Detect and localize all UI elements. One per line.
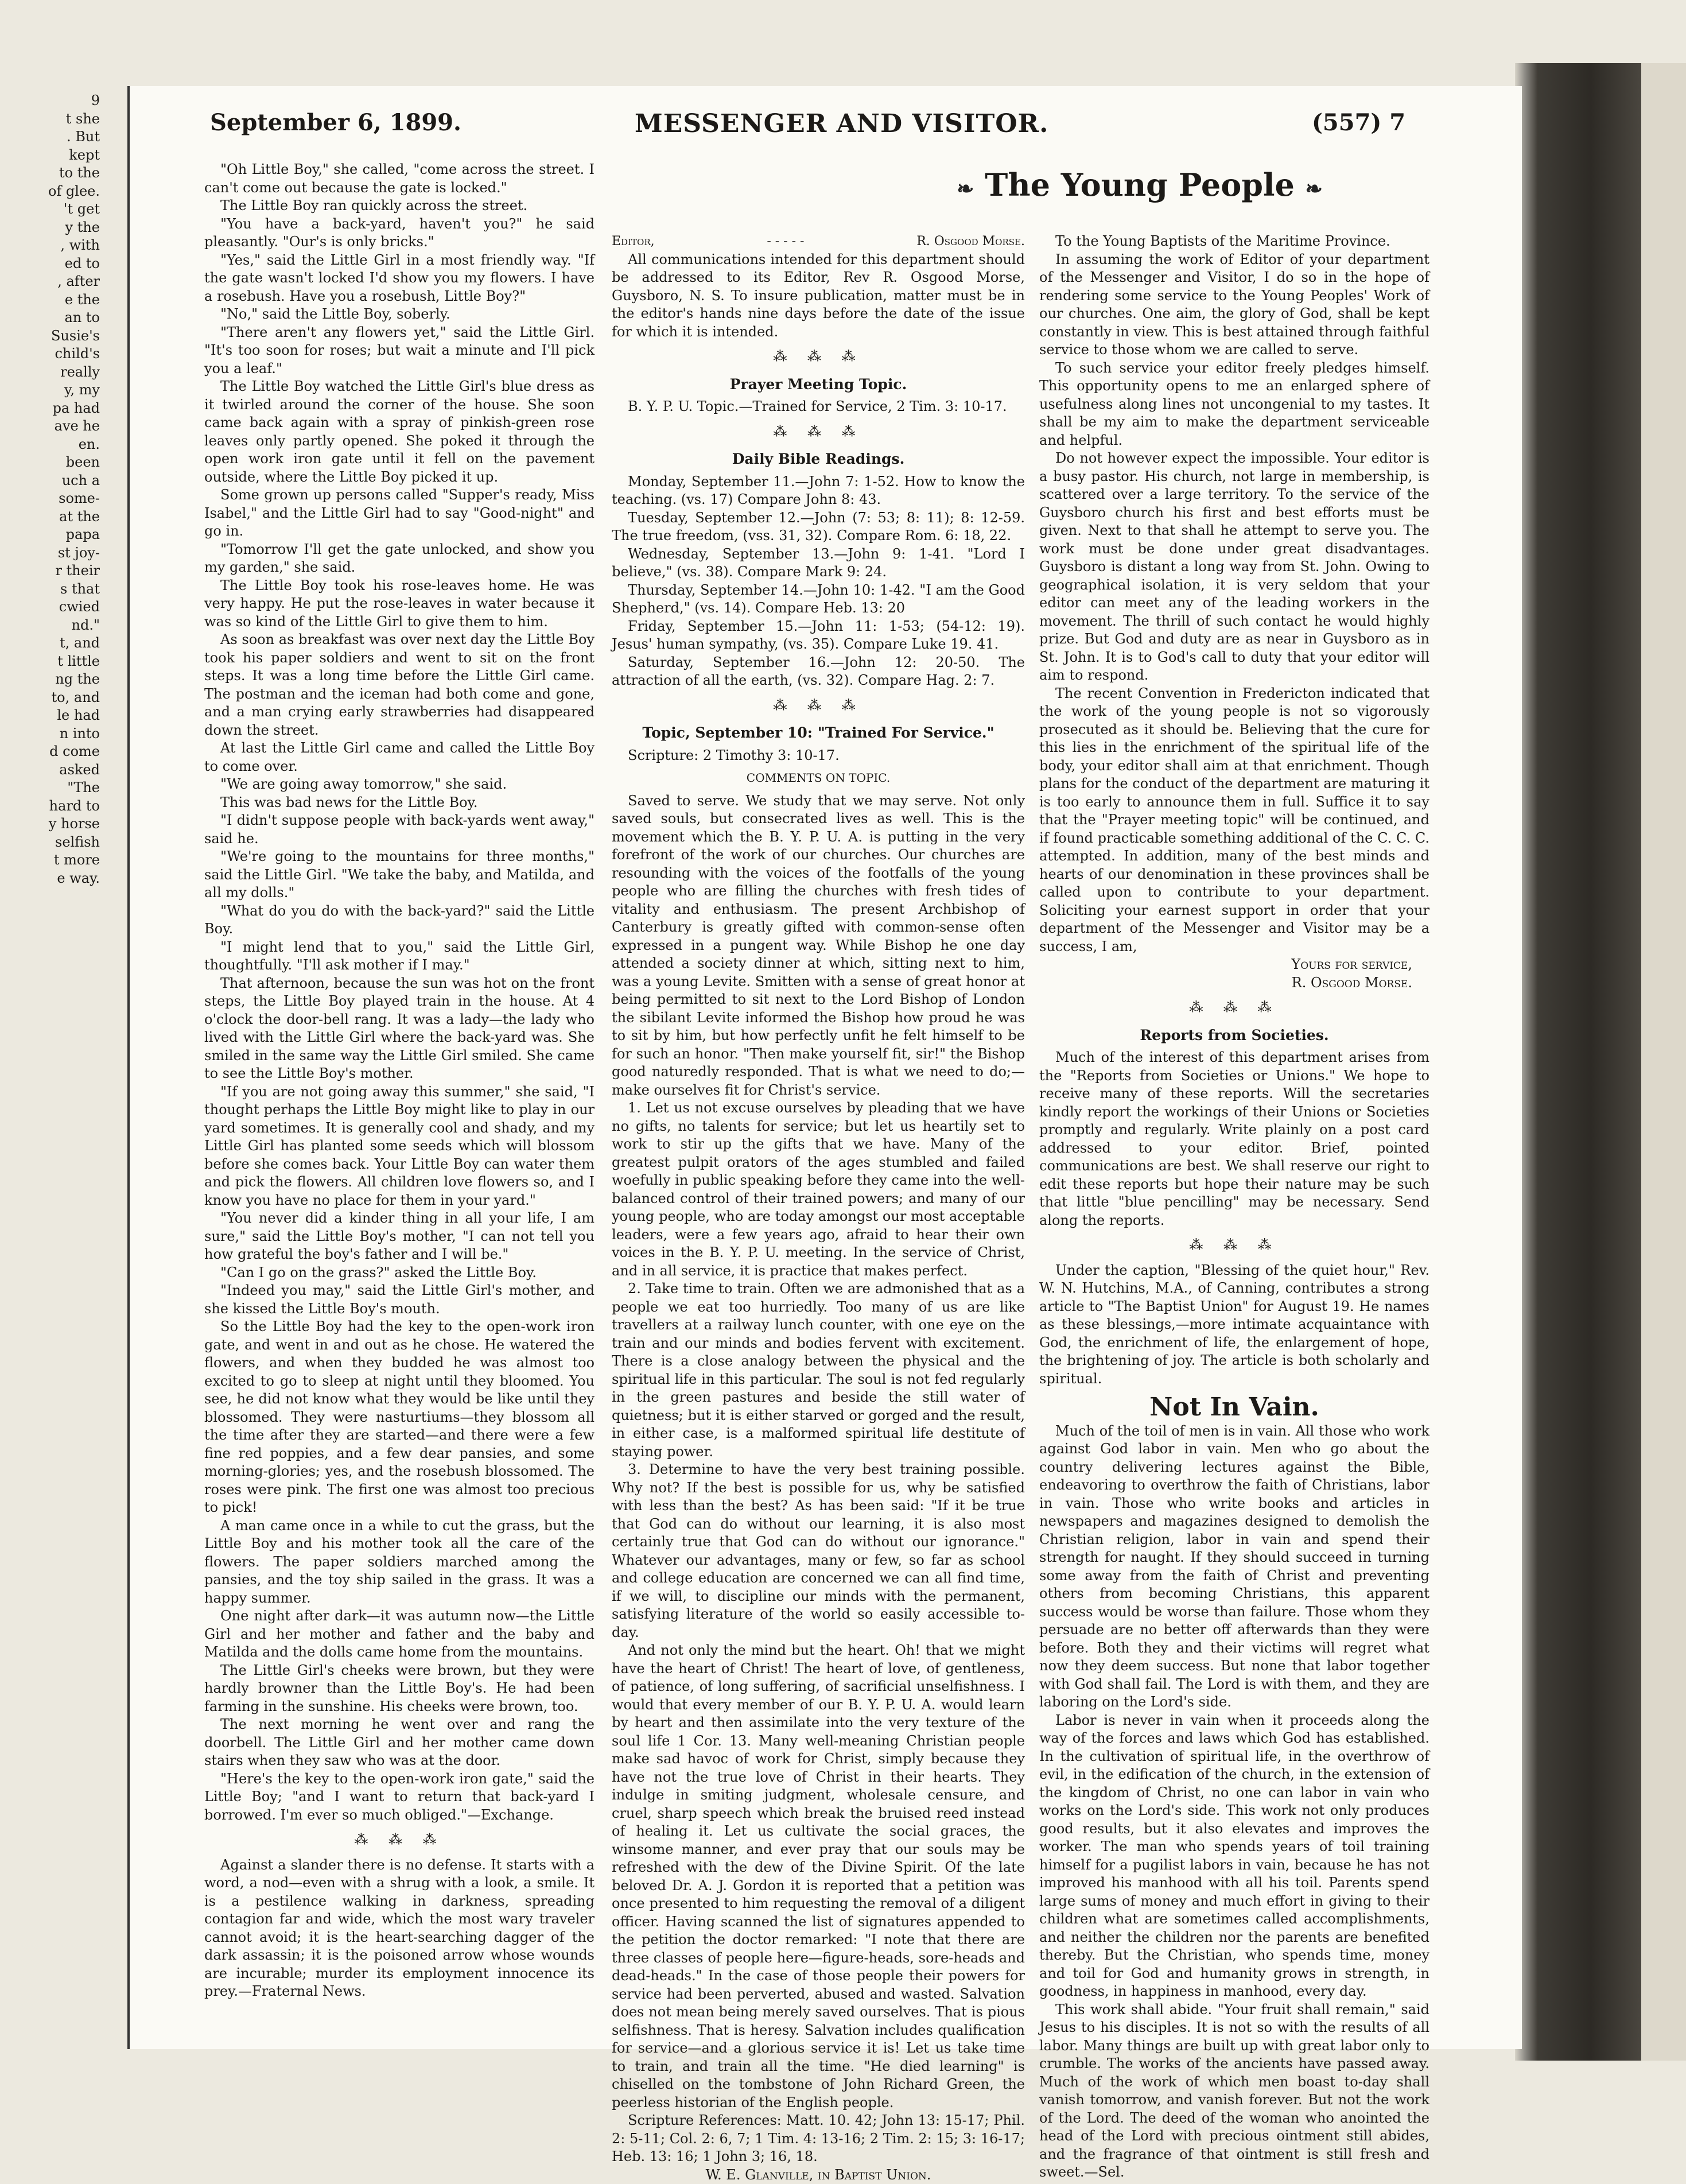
facing-page-fragment: . But (0, 128, 103, 146)
letter-paragraph: In assuming the work of Editor of your department of the Messenger and Visitor, I do so in the hope of rendering some service to the Young Peoples' Work of our churches. One aim, the glory of God, shall be kept constantly in view. This is best attained through faithful service to those whom we are called to serve. (1039, 251, 1429, 359)
separator-stars: ⁂ ⁂ ⁂ (612, 348, 1025, 366)
issue-date: September 6, 1899. (210, 109, 461, 136)
story-paragraph: Some grown up persons called "Supper's ready, Miss Isabel," and the Little Girl had to say "Good-night" and go in. (204, 486, 595, 541)
newspaper-title: MESSENGER AND VISITOR. (635, 109, 1048, 138)
story-paragraph: This was bad news for the Little Boy. (204, 794, 595, 812)
blessing-paragraph: Under the caption, "Blessing of the quiet hour," Rev. W. N. Hutchins, M.A., of Canning, contributes a strong article to "The Baptist Union" for August 19. He names as these blessings,—more intimate acquaintance with God, the enrichment of life, the enlargement of hope, the brightening of joy. The article is both scholarly and spiritual. (1039, 1262, 1429, 1388)
facing-page-fragment: asked (0, 761, 103, 779)
facing-page-fragment: selfish (0, 833, 103, 852)
scripture-line: Scripture: 2 Timothy 3: 10-17. (612, 747, 1025, 765)
prayer-heading: Prayer Meeting Topic. (612, 375, 1025, 394)
facing-page-fragment: d come (0, 743, 103, 761)
letter-paragraph: Do not however expect the impossible. Your editor is a busy pastor. His church, not large in membership, is scattered over a large territory. To the service of the Guysboro church his first and best efforts must be given. Next to that shall he attempt to serve you. The work must be done under great disadvantages. Guysboro is distant a long way from St. John. Owing to geographical isolation, it is very seldom that your editor can meet any of the leading workers in the movement. The thrill of such contact he would highly prize. But God and duty are as near in Guysboro as in St. John. It is to God's call to duty that your editor will aim to respond. (1039, 449, 1429, 685)
facing-page-fragment: en. (0, 436, 103, 454)
separator-stars: ⁂ ⁂ ⁂ (204, 1831, 595, 1849)
section-title (853, 166, 1427, 203)
intro-paragraph: All communications intended for this department should be addressed to its Editor, Rev R. Osgood Morse, Guysboro, N. S. To insure publication, matter must be in the editor's hands nine days before the date of the issue for which it is intended. (612, 251, 1025, 342)
slander-paragraph: Against a slander there is no defense. It starts with a word, a nod—even with a shrug with a look, a smile. It is a pestilence walking in darkness, spreading contagion far and wide, which the most wary traveler cannot avoid; it is the heart-searching dagger of the dark assassin; it is the poisoned arrow whose wounds are incurable; murder its employment innocence its prey.—Fraternal News. (204, 1856, 595, 2001)
comment-paragraph: Saved to serve. We study that we may serve. Not only saved souls, but consecrated lives as well. This is the movement which the B. Y. P. U. A. is putting in the very forefront of the work of our churches. Our churches are resounding with the voices of the footfalls of the young people who are filling the churches with fresh tides of vitality and enthusiasm. The present Archbishop of Canterbury is greatly gifted with common-sense often expressed in a pungent way. While Bishop he one day attended a society dinner at which, sitting next to him, was a young Levite. Smitten with a sense of great honor at being permitted to sit next to the Lord Bishop of London the sibilant Levite informed the Bishop how proud he was to sit by him, but how perfectly unfit he felt himself to be for such an honor. "Then make yourself fit, sir!" the Bishop good naturedly responded. That is what we need to do;—make ourselves fit for Christ's service. (612, 792, 1025, 1100)
facing-page-fragment: n into (0, 725, 103, 743)
facing-page-fragment: nd." (0, 616, 103, 635)
byline: W. E. Glanville, in Baptist Union. (612, 2166, 1025, 2184)
facing-page-fragment: an to (0, 309, 103, 327)
comment-paragraph: 2. Take time to train. Often we are admonished that as a people we eat too hurriedly. Too many of us are like travellers at a railway lunch counter, with one eye on the train and our minds and bodies fervent with excitement. There is a close analogy between the physical and the spiritual life in this particular. The soul is not fed regularly in the green pastures and beside the still water of quietness; but it is either starved or gorged and the result, in either case, is a malformed spiritual life destitute of staying power. (612, 1280, 1025, 1461)
story-paragraph: "I might lend that to you," said the Little Girl, thoughtfully. "I'll ask mother if I may." (204, 938, 595, 975)
story-paragraph: "Indeed you may," said the Little Girl's mother, and she kissed the Little Boy's mouth. (204, 1282, 595, 1318)
book-edge (1641, 63, 1686, 2061)
story-paragraph: The Little Boy watched the Little Girl's blue dress as it twirled around the corner of the house. She soon came back again with a spray of pinkish-green rose leaves only partly opened. She poked it through the open work iron gate until it fell on the pavement outside, where the Little Boy picked it up. (204, 378, 595, 486)
story-paragraph: That afternoon, because the sun was hot on the front steps, the Little Boy played train in the house. At 4 o'clock the door-bell rang. It was a lady—the lady who lived with the Little Girl where the back-yard was. She smiled in the same way the Little Girl smiled. She came to see the Little Boy's mother. (204, 975, 595, 1083)
editor-name: R. Osgood Morse. (916, 232, 1025, 251)
column-story (204, 161, 595, 2001)
masthead (130, 109, 1522, 149)
ornament-left-icon: ❧ (957, 177, 974, 201)
newspaper-page (127, 86, 1522, 2049)
facing-page-fragment: to, and (0, 689, 103, 707)
letter-heading: To the Young Baptists of the Maritime Province. (1039, 232, 1429, 251)
comment-paragraph: Scripture References: Matt. 10. 42; John 13: 15-17; Phil. 2: 5-11; Col. 2: 6, 7; 1 Tim. 4: 13-16; 2 Tim. 2: 15; 3: 16-17; Heb. 13: 16; 1 John 3; 16, 18. (612, 2112, 1025, 2166)
vain-paragraph: Much of the toil of men is in vain. All those who work against God labor in vain. Men who go about the country delivering lectures against the Bible, endeavoring to overthrow the faith of Christians, labor in vain. Those who write books and articles in newspapers and magazines designed to demolish the Christian religion, labor in vain and spend their strength for naught. If they should succeed in turning some away from the faith of Christ and preventing others from becoming Christians, this apparent success would be worse than failure. Those whom they persuade are no better off afterwards than they were before. Both they and their victims will regret what now they deem success. But none that labor together with God shall fail. The Lord is with them, and they are laboring on the Lord's side. (1039, 1422, 1429, 1712)
page-number: (557) 7 (1312, 109, 1405, 136)
daily-reading: Saturday, September 16.—John 12: 20-50. The attraction of all the earth, (vs. 32). Compare Hag. 2: 7. (612, 654, 1025, 690)
facing-page-edge (0, 92, 103, 1929)
facing-page-fragment: some- (0, 490, 103, 508)
story-paragraph: "We are going away tomorrow," she said. (204, 775, 595, 794)
column-editor-letter (1039, 232, 1429, 2182)
facing-page-fragment: t more (0, 851, 103, 870)
story-paragraph: "Here's the key to the open-work iron gate," said the Little Boy; "and I want to return that back-yard I borrowed. I'm ever so much obliged."—Exchange. (204, 1770, 595, 1825)
letter-paragraph: To such service your editor freely pledges himself. This opportunity opens to me an enlarged sphere of usefulness along lines not uncongenial to my tastes. It shall be my aim to make the department serviceable and helpful. (1039, 359, 1429, 450)
story-paragraph: At last the Little Girl came and called the Little Boy to come over. (204, 739, 595, 775)
facing-page-fragment: cwied (0, 598, 103, 616)
comments-heading: COMMENTS ON TOPIC. (612, 769, 1025, 788)
facing-page-fragment: ng the (0, 670, 103, 689)
facing-page-fragment: t little (0, 653, 103, 671)
ornament-right-icon: ❧ (1306, 177, 1323, 201)
facing-page-fragment: "The (0, 779, 103, 797)
facing-page-fragment: hard to (0, 797, 103, 816)
vain-paragraph: This work shall abide. "Your fruit shall remain," said Jesus to his disciples. It is not so with the results of all labor. Many things are built up with great labor only to crumble. The works of the ancients have passed away. Much of the work of which men boast to-day shall vanish tomorrow, and vanish forever. But not the work of the Lord. The deed of the woman who anointed the head of the Lord with precious ointment still abides, and the fragrance of that ointment is still fresh and sweet.—Sel. (1039, 2001, 1429, 2182)
comment-paragraph: And not only the mind but the heart. Oh! that we might have the heart of Christ! The heart of love, of gentleness, of patience, of long suffering, of sacrificial unselfishness. I would that every member of our B. Y. P. U. A. would learn by heart and then assimilate into the very texture of the soul life 1 Cor. 13. Many well-meaning Christian people make sad havoc of work for Christ, simply because they have not the true love of Christ in their hearts. They indulge in smiting judgment, wholesale censure, and cruel, sharp speech which break the bruised reed instead of healing it. Let us cultivate the social graces, the winsome manner, and ever pray that our souls may be refreshed with the dew of the Divine Spirit. Of the late beloved Dr. A. J. Gordon it is reported that a petition was once presented to him requesting the removal of a diligent officer. Having scanned the list of signatures appended to the petition the doctor remarked: "I note that there are three classes of people here—figure-heads, sore-heads and dead-heads." In the case of those people their powers for service had been perverted, abused and wasted. Salvation does not mean being merely saved ourselves. That is pious selfishness. That is heresy. Salvation includes qualification for service—and a glorious service it is! Let us take time to train, and train all the time. "He died learning" is chiselled on the tombstone of John Richard Green, the peerless historian of the English people. (612, 1642, 1025, 2112)
facing-page-fragment: ave he (0, 417, 103, 436)
separator-stars: ⁂ ⁂ ⁂ (612, 697, 1025, 715)
story-paragraph: "What do you do with the back-yard?" said the Little Boy. (204, 902, 595, 938)
facing-page-fragment: e way. (0, 870, 103, 888)
facing-page-fragment: pa had (0, 399, 103, 418)
facing-page-fragment: le had (0, 707, 103, 725)
facing-page-fragment: t, and (0, 634, 103, 653)
story-paragraph: "If you are not going away this summer," she said, "I thought perhaps the Little Boy might like to play in our yard sometimes. It is generally cool and shady, and my Little Girl has planted some seeds which will blossom before she comes back. Your Little Boy can water them and pick the flowers. All children love flowers so, and I know you have no place for them in your yard." (204, 1083, 595, 1210)
story-paragraph: The Little Boy ran quickly across the street. (204, 197, 595, 215)
story-paragraph: "Oh Little Boy," she called, "come across the street. I can't come out because the gate is locked." (204, 161, 595, 197)
facing-page-fragment: to the (0, 164, 103, 183)
facing-page-fragment: of glee. (0, 183, 103, 201)
facing-page-fragment: t she (0, 110, 103, 129)
separator-stars: ⁂ ⁂ ⁂ (1039, 999, 1429, 1017)
facing-page-fragment: been (0, 453, 103, 472)
letter-signature: R. Osgood Morse. (1039, 974, 1429, 992)
facing-page-fragment: kept (0, 146, 103, 165)
story-paragraph: As soon as breakfast was over next day the Little Boy took his paper soldiers and went to sit on the front steps. It was a long time before the Little Girl came. The postman and the iceman had both come and gone, and a man crying early strawberries had disappeared down the street. (204, 631, 595, 739)
editor-dashes: - - - - - (767, 232, 804, 251)
not-in-vain-heading: Not In Vain. (1039, 1398, 1429, 1417)
facing-page-fragment: uch a (0, 472, 103, 490)
book-binding (1515, 63, 1641, 2061)
facing-page-fragment: e the (0, 291, 103, 309)
facing-page-fragment: y horse (0, 815, 103, 833)
story-paragraph: "You never did a kinder thing in all your life, I am sure," said the Little Boy's mother, "I can not tell you how grateful the boy's father and I will be." (204, 1209, 595, 1264)
story-paragraph: The next morning he went over and rang the doorbell. The Little Girl and her mother came down stairs when they saw who was at the door. (204, 1716, 595, 1770)
story-paragraph: "Yes," said the Little Girl in a most friendly way. "If the gate wasn't locked I'd show you my flowers. I have a rosebush. Have you a rosebush, Little Boy?" (204, 251, 595, 306)
facing-page-fragment: papa (0, 526, 103, 544)
letter-paragraph: The recent Convention in Fredericton indicated that the work of the young people is not so vigorously prosecuted as it should be. Believing that the cure for this lies in the enrichment of the spiritual life of the body, your editor shall aim at that enrichment. Though plans for the conduct of the department are maturing it is too early to announce them in full. Suffice it to say that the "Prayer meeting topic" will be continued, and if found practicable something additional of the C. C. C. attempted. In addition, many of the best minds and hearts of our denomination in these provinces shall be called upon to contribute to your department. Soliciting your earnest support in order that your department of the Messenger and Visitor may be a success, I am, (1039, 685, 1429, 956)
story-paragraph: "No," said the Little Boy, soberly. (204, 305, 595, 324)
facing-page-fragment: 't get (0, 200, 103, 219)
facing-page-fragment: s that (0, 580, 103, 599)
editor-label: Editor, (612, 232, 655, 251)
facing-page-fragment: , with (0, 236, 103, 255)
daily-readings-heading: Daily Bible Readings. (612, 450, 1025, 468)
story-paragraph: "Tomorrow I'll get the gate unlocked, and show you my garden," she said. (204, 541, 595, 577)
facing-page-fragment: st joy- (0, 544, 103, 563)
letter-closing: Yours for service, (1039, 956, 1429, 974)
story-paragraph: The Little Girl's cheeks were brown, but they were hardly browner than the Little Boy's. He had been farming in the sunshine. His cheeks were brown, too. (204, 1662, 595, 1716)
topic-heading: Topic, September 10: "Trained For Service." (612, 724, 1025, 742)
facing-page-fragment: y the (0, 219, 103, 237)
story-paragraph: "We're going to the mountains for three months," said the Little Girl. "We take the baby, and Matilda, and all my dolls." (204, 848, 595, 902)
story-paragraph: "Can I go on the grass?" asked the Little Boy. (204, 1264, 595, 1282)
reports-paragraph: Much of the interest of this department arises from the "Reports from Societies or Unions." We hope to receive many of these reports. Will the secretaries kindly report the workings of their Unions or Societies promptly and regularly. Write plainly on a post card addressed to your editor. Brief, pointed communications are best. We shall reserve our right to edit these reports but hope their nature may be such that little "blue pencilling" may be necessary. Send along the reports. (1039, 1049, 1429, 1229)
vain-paragraph: Labor is never in vain when it proceeds along the way of the forces and laws which God has established. In the cultivation of spiritual life, in the overthrow of evil, in the edification of the church, in the extension of the kingdom of Christ, no one can labor in vain who works on the Lord's side. This work not only produces good results, but it also elevates and improves the worker. The man who spends years of toil training himself for a pugilist labors in vain, because he has not improved his manhood with all his toil. Parents spend large sums of money and much effort in giving to their children what are sometimes called accomplishments, and neither the children nor the parents are benefited thereby. But the Christian, who spends time, money and toil for God and humanity grows in strength, in goodness, in happiness in manhood, every day. (1039, 1712, 1429, 2001)
prayer-topic: B. Y. P. U. Topic.—Trained for Service, 2 Tim. 3: 10-17. (612, 398, 1025, 416)
story-paragraph: So the Little Boy had the key to the open-work iron gate, and went in and out as he chose. He watered the flowers, and when they budded he was almost too excited to go to sleep at night until they bloomed. You see, he did not know what they would be like until they blossomed. They were nasturtiums—they blossom all the time after they are started—and there were a few fine red poppies, and a few dear pansies, and some morning-glories; yes, and the rosebush blossomed. The roses were pink. The first one was almost too precious to pick! (204, 1318, 595, 1517)
daily-reading: Monday, September 11.—John 7: 1-52. How to know the teaching. (vs. 17) Compare John 8: 43. (612, 473, 1025, 509)
facing-page-fragment: 9 (0, 92, 103, 110)
facing-page-fragment: at the (0, 508, 103, 526)
facing-page-fragment: r their (0, 562, 103, 580)
separator-stars: ⁂ ⁂ ⁂ (1039, 1236, 1429, 1255)
separator-stars: ⁂ ⁂ ⁂ (612, 423, 1025, 441)
facing-page-fragment: child's (0, 345, 103, 363)
story-paragraph: A man came once in a while to cut the grass, but the Little Boy and his mother took all the care of the flowers. The paper soldiers marched among the pansies, and the toy ship sailed in the grass. It was a happy summer. (204, 1517, 595, 1608)
facing-page-fragment: , after (0, 273, 103, 291)
comment-paragraph: 3. Determine to have the very best training possible. Why not? If the best is possible for us, why be satisfied with less than the best? As has been said: "If it be true that God can do without our learning, it is also most certainly true that God can do without our ignorance." Whatever our advantages, many or few, so far as school and college education are concerned we can all find time, if we will, to discipline our minds with the permanent, satisfying literature of the world so easily accessible to-day. (612, 1461, 1025, 1642)
section-title-text: The Young People (985, 166, 1295, 203)
facing-page-fragment: y, my (0, 381, 103, 399)
story-paragraph: "You have a back-yard, haven't you?" he said pleasantly. "Our's is only bricks." (204, 215, 595, 251)
story-paragraph: The Little Boy took his rose-leaves home. He was very happy. He put the rose-leaves in water because it was so kind of the Little Girl to give them to him. (204, 577, 595, 631)
facing-page-fragment: ed to (0, 255, 103, 273)
editor-line (612, 232, 1025, 251)
reports-heading: Reports from Societies. (1039, 1026, 1429, 1045)
story-paragraph: "There aren't any flowers yet," said the Little Girl. "It's too soon for roses; but wait a minute and I'll pick you a leaf." (204, 324, 595, 378)
facing-page-fragment: Susie's (0, 327, 103, 346)
story-paragraph: One night after dark—it was autumn now—the Little Girl and her mother and father and the baby and Matilda and the dolls came home from the mountains. (204, 1607, 595, 1662)
daily-reading: Tuesday, September 12.—John (7: 53; 8: 11); 8: 12-59. The true freedom, (vss. 31, 32). Compare Rom. 6: 18, 22. (612, 509, 1025, 545)
facing-page-fragment: really (0, 363, 103, 382)
story-paragraph: "I didn't suppose people with back-yards went away," said he. (204, 812, 595, 848)
column-young-people (612, 232, 1025, 2184)
daily-reading: Thursday, September 14.—John 10: 1-42. "I am the Good Shepherd," (vs. 14). Compare Heb. 13: 20 (612, 581, 1025, 618)
daily-reading: Wednesday, September 13.—John 9: 1-41. "Lord I believe," (vs. 38). Compare Mark 9: 24. (612, 545, 1025, 581)
daily-reading: Friday, September 15.—John 11: 1-53; (54-12: 19). Jesus' human sympathy, (vs. 35). Compare Luke 19. 41. (612, 618, 1025, 654)
comment-paragraph: 1. Let us not excuse ourselves by pleading that we have no gifts, no talents for service; but let us heartily set to work to stir up the gifts that we have. Many of the greatest pulpit orators of the ages stumbled and failed woefully in public speaking before they came into the well-balanced control of their trained powers; and many of our young people, who are today amongst our most acceptable leaders, were a few years ago, afraid to hear their own voices in the B. Y. P. U. meeting. In the service of Christ, and in all service, it is practice that makes perfect. (612, 1099, 1025, 1280)
